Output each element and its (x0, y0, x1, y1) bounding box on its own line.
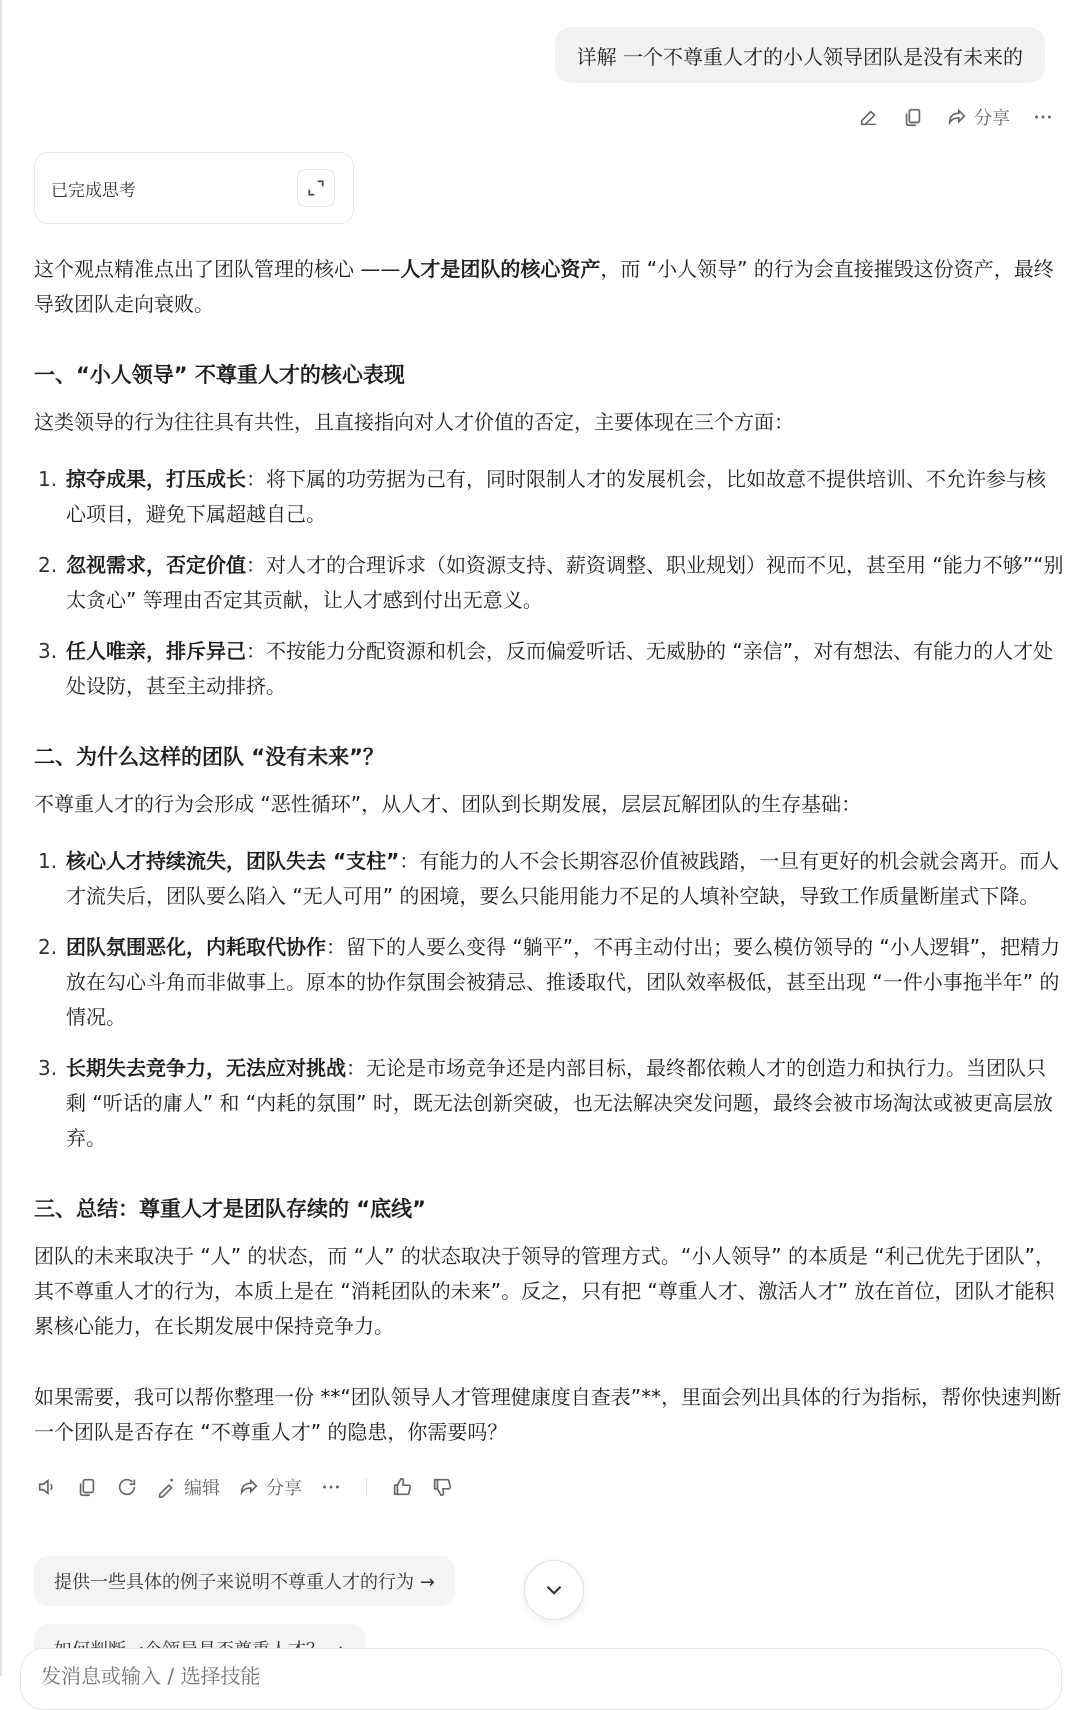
copy-icon (76, 1476, 98, 1498)
suggestion-chip[interactable] (34, 1556, 455, 1606)
list-item-title: 核心人才持续流失，团队失去 “支柱” (66, 849, 400, 873)
list-item (34, 634, 1064, 704)
more-options-button[interactable] (1032, 106, 1054, 128)
section-lead: 这类领导的行为往往具有共性，且直接指向对人才价值的否定，主要体现在三个方面： (34, 410, 794, 434)
share-label: 分享 (974, 108, 1010, 129)
thinking-panel[interactable] (34, 152, 354, 224)
regenerate-button[interactable] (116, 1476, 138, 1498)
list-number: 3. (38, 1056, 58, 1080)
read-aloud-button[interactable] (36, 1476, 58, 1498)
response-action-bar (36, 1474, 453, 1500)
ordered-list (34, 462, 1064, 704)
intro-bold: 人才是团队的核心资产 (400, 257, 601, 281)
chevron-down-icon (541, 1577, 567, 1603)
share-response-button[interactable] (238, 1474, 302, 1500)
edit-message-button[interactable] (858, 106, 880, 128)
list-item (34, 930, 1064, 1035)
share-icon (946, 106, 968, 128)
intro-text: 这个观点精准点出了团队管理的核心 —— (34, 257, 401, 281)
ordered-list (34, 844, 1064, 1156)
list-item-title: 任人唯亲，排斥异己 (66, 639, 246, 663)
user-message-text: 详解 一个不尊重人才的小人领导团队是没有未来的 (576, 44, 1023, 69)
intro-text-end: ，而 “小人领导” 的行为会直接摧毁这份资产，最终导致团队走向衰败。 (34, 257, 1054, 316)
list-item-text: ：留下的人要么变得 “躺平”，不再主动付出；要么模仿领导的 “小人逻辑”，把精力放在勾心斗角而非做事上。原本的协作氛围会被猜忌、推诿取代，团队效率极低，甚至出现 “一件小事拖半年” 的情况。 (66, 935, 1061, 1029)
list-item-text: ：对人才的合理诉求（如资源支持、薪资调整、职业规划）视而不见，甚至用 “能力不够”“别太贪心” 等理由否定其贡献，让人才感到付出无意义。 (66, 553, 1064, 612)
expand-icon (306, 178, 326, 198)
more-icon (1032, 106, 1054, 128)
thumbs-down-icon (431, 1476, 453, 1498)
more-options-button[interactable] (320, 1476, 342, 1498)
scroll-to-bottom-button[interactable] (524, 1560, 584, 1620)
list-item-title: 团队氛围恶化，内耗取代协作 (66, 935, 326, 959)
magic-pencil-icon (156, 1476, 178, 1498)
list-number: 2. (38, 935, 58, 959)
list-item (34, 548, 1064, 618)
user-message-bubble (555, 27, 1045, 83)
section-lead: 不尊重人才的行为会形成 “恶性循环”，从人才、团队到长期发展，层层瓦解团队的生存基础： (34, 792, 862, 816)
message-composer[interactable] (20, 1648, 1062, 1710)
thinking-label: 已完成思考 (51, 180, 136, 201)
list-number: 1. (38, 849, 58, 873)
refresh-icon (116, 1476, 138, 1498)
copy-message-button[interactable] (902, 106, 924, 128)
share-message-button[interactable] (946, 104, 1010, 130)
expand-thinking-button[interactable] (297, 169, 335, 207)
list-item (34, 844, 1064, 914)
more-icon (320, 1476, 342, 1498)
thumbs-up-icon (391, 1476, 413, 1498)
copy-response-button[interactable] (76, 1476, 98, 1498)
list-number: 1. (38, 467, 58, 491)
intro-paragraph (34, 252, 1064, 322)
closing-paragraph: 如果需要，我可以帮你整理一份 **“团队领导人才管理健康度自查表”**，里面会列出具体的行为指标，帮你快速判断一个团队是否存在 “不尊重人才” 的隐患，你需要吗？ (34, 1385, 1062, 1444)
section-lead: 团队的未来取决于 “人” 的状态，而 “人” 的状态取决于领导的管理方式。“小人领导” 的本质是 “利己优先于团队”，其不尊重人才的行为，本质上是在 “消耗团队的未来”。反之，只有把 “尊重人才、激活人才” 放在首位，团队才能积累核心能力，在长期发展中保持竞争力。 (34, 1244, 1056, 1338)
list-item (34, 1051, 1064, 1156)
assistant-response (34, 252, 1064, 1450)
list-item-text: ：无论是市场竞争还是内部目标，最终都依赖人才的创造力和执行力。当团队只剩 “听话的庸人” 和 “内耗的氛围” 时，既无法创新突破，也无法解决突发问题，最终会被市场淘汰或被更高层放弃。 (66, 1056, 1053, 1150)
section-heading: 一、“小人领导” 不尊重人才的核心表现 (34, 363, 405, 387)
left-edge-divider (0, 0, 2, 1676)
list-item-text: ：有能力的人不会长期容忍价值被践踏，一旦有更好的机会就会离开。而人才流失后，团队要么陷入 “无人可用” 的困境，要么只能用能力不足的人填补空缺，导致工作质量断崖式下降。 (66, 849, 1060, 908)
edit-response-button[interactable] (156, 1474, 220, 1500)
speaker-icon (36, 1476, 58, 1498)
edit-label: 编辑 (184, 1478, 220, 1499)
list-item-title: 长期失去竞争力，无法应对挑战 (66, 1056, 346, 1080)
list-item-title: 掠夺成果，打压成长 (66, 467, 246, 491)
message-input[interactable] (39, 1663, 843, 1689)
list-item-title: 忽视需求，否定价值 (66, 553, 246, 577)
list-number: 2. (38, 553, 58, 577)
thumbs-down-button[interactable] (431, 1476, 453, 1498)
share-label: 分享 (266, 1478, 302, 1499)
copy-icon (902, 106, 924, 128)
section-heading: 二、为什么这样的团队 “没有未来”？ (34, 745, 384, 769)
suggestion-text: 提供一些具体的例子来说明不尊重人才的行为 → (54, 1572, 435, 1593)
pencil-icon (858, 106, 880, 128)
list-item-text: ：将下属的功劳据为己有，同时限制人才的发展机会，比如故意不提供培训、不允许参与核心项目，避免下属超越自己。 (66, 467, 1046, 526)
list-item-text: ：不按能力分配资源和机会，反而偏爱听话、无威胁的 “亲信”，对有想法、有能力的人才处处设防，甚至主动排挤。 (66, 639, 1054, 698)
toolbar-divider (366, 1478, 367, 1496)
section-heading: 三、总结：尊重人才是团队存续的 “底线” (34, 1197, 426, 1221)
list-item (34, 462, 1064, 532)
share-icon (238, 1476, 260, 1498)
user-message-toolbar (858, 104, 1054, 130)
list-number: 3. (38, 639, 58, 663)
thumbs-up-button[interactable] (391, 1476, 413, 1498)
